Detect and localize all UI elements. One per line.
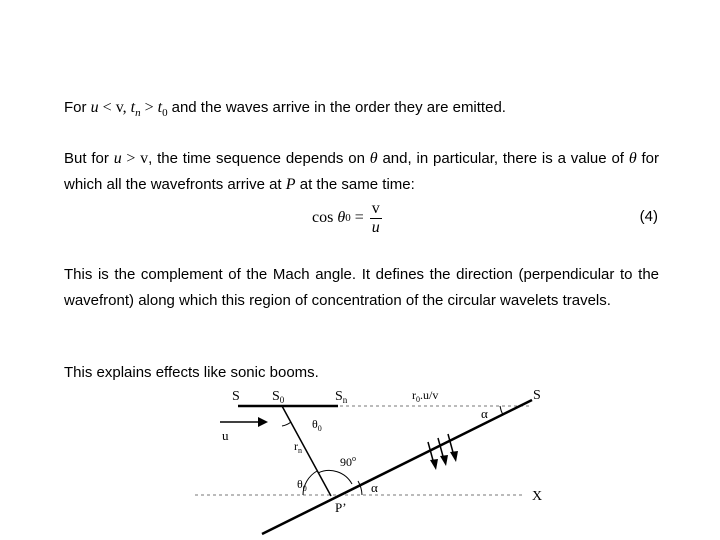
label-90-degrees: 90$^o$ <box>340 454 356 469</box>
para2-mid: , the time sequence depends on <box>148 150 365 167</box>
para2-tail2: for which all the wavefronts arrive at <box>64 150 660 193</box>
para2-tail3: at the same time: <box>299 175 415 193</box>
cos-function: cos <box>312 209 334 226</box>
equation-number: (4) <box>639 208 658 225</box>
para1-lead: For <box>64 99 87 116</box>
less-than: < <box>102 99 112 116</box>
sub-n: n <box>135 107 141 120</box>
para2-tail1: and, in particular, there is a value of <box>382 150 624 167</box>
paragraph-mach-complement <box>64 262 659 313</box>
var-u: u <box>90 99 99 116</box>
paragraph-order-of-arrival <box>64 95 659 121</box>
greater-than: > <box>144 99 154 116</box>
wavefront-line <box>262 400 532 534</box>
theta0-top-arc <box>282 422 291 426</box>
equation-body: cos θ 0 = $\frac{v}{u}$ <box>312 199 380 236</box>
para4-text: This explains effects like sonic booms. <box>64 364 319 381</box>
label-theta0-top: $\theta_0$ <box>312 417 322 433</box>
numerator-v: v <box>371 199 380 217</box>
label-alpha-bottom: α <box>371 480 378 495</box>
var-v: v <box>140 150 149 167</box>
alpha-top-arc <box>500 406 503 415</box>
label-r0-u-over-v: $r_0.u/v$ <box>412 388 439 404</box>
equation-4 <box>0 198 720 242</box>
var-theta: θ <box>369 150 378 167</box>
label-P-prime: P’ <box>335 500 347 515</box>
var-theta: θ <box>337 209 346 226</box>
var-P: P <box>285 175 296 193</box>
para2-condition <box>114 150 148 167</box>
paragraph-time-sequence <box>64 146 659 197</box>
sub-0: 0 <box>162 107 168 120</box>
greater-than: > <box>126 150 136 167</box>
var-u: u <box>113 150 122 167</box>
alpha-bottom-arc <box>358 481 362 495</box>
label-Sn: $S_n$ <box>335 389 348 405</box>
label-S-right: S <box>533 388 541 403</box>
denominator-u: u <box>371 218 380 236</box>
var-theta: θ <box>628 150 637 167</box>
equals-sign: = <box>354 209 364 226</box>
para1-condition <box>90 99 172 120</box>
fraction-v-over-u <box>370 200 382 237</box>
label-u: u <box>222 428 229 443</box>
var-v: v <box>115 99 123 116</box>
label-X: X <box>532 489 543 504</box>
u-arrow-head <box>258 417 268 427</box>
wavefront-diagram <box>190 380 570 540</box>
label-alpha-top: α <box>481 406 488 421</box>
var-t0: t <box>157 99 163 116</box>
label-rn: $r_n$ <box>294 439 302 455</box>
var-t: t <box>130 99 136 116</box>
label-S-left: S <box>232 389 240 404</box>
para2-lead: But for <box>64 150 109 167</box>
para3-text: This is the complement of the Mach angle. It defines the direction (perpendicular to the wavefront) along which this region of concentration of the circular wavelets travels. <box>64 266 659 309</box>
comma: , <box>122 99 127 116</box>
label-S0: $S_0$ <box>272 389 285 405</box>
label-theta0-bottom: $\theta_0$ <box>297 477 307 493</box>
para1-tail: and the waves arrive in the order they are emitted. <box>171 99 506 116</box>
